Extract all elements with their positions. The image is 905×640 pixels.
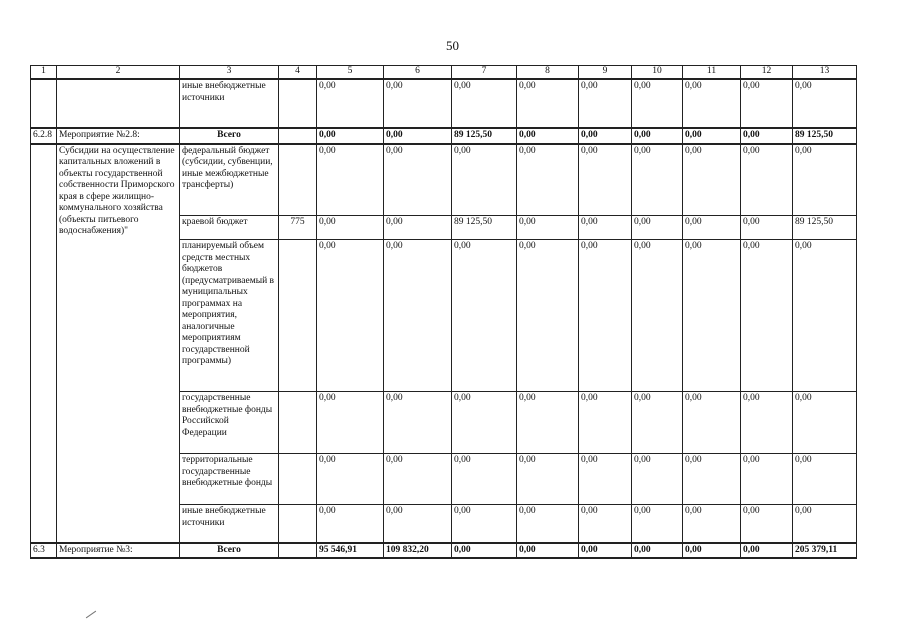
value-cell: 0,00 <box>384 216 452 240</box>
header-cell: 11 <box>683 66 741 80</box>
value-cell: 0,00 <box>579 216 632 240</box>
value-cell: 0,00 <box>579 454 632 505</box>
row-code <box>279 505 317 543</box>
value-cell: 0,00 <box>579 128 632 144</box>
row-source: иные внебюджетные источники <box>180 505 279 543</box>
value-cell: 0,00 <box>452 144 517 216</box>
value-cell: 0,00 <box>579 144 632 216</box>
value-cell: 0,00 <box>384 79 452 128</box>
value-cell: 0,00 <box>741 216 793 240</box>
value-cell: 0,00 <box>632 128 683 144</box>
table-row <box>31 79 857 128</box>
value-cell: 0,00 <box>317 128 384 144</box>
value-cell: 0,00 <box>317 392 384 454</box>
value-cell: 0,00 <box>517 79 579 128</box>
row-code <box>279 454 317 505</box>
header-cell: 4 <box>279 66 317 80</box>
row-code <box>279 128 317 144</box>
value-cell: 0,00 <box>517 144 579 216</box>
value-cell: 0,00 <box>632 216 683 240</box>
value-cell: 0,00 <box>384 454 452 505</box>
row-code <box>279 543 317 559</box>
row-id: 6.3 <box>31 543 57 559</box>
header-cell: 12 <box>741 66 793 80</box>
value-cell: 0,00 <box>579 240 632 392</box>
row-id <box>31 144 57 543</box>
value-cell: 0,00 <box>632 144 683 216</box>
value-cell: 0,00 <box>452 454 517 505</box>
header-cell: 9 <box>579 66 632 80</box>
row-code: 775 <box>279 216 317 240</box>
value-cell: 0,00 <box>741 454 793 505</box>
value-cell: 109 832,20 <box>384 543 452 559</box>
value-cell: 0,00 <box>317 505 384 543</box>
row-id <box>31 79 57 128</box>
table-row-total <box>31 128 857 144</box>
value-cell: 0,00 <box>452 392 517 454</box>
value-cell: 0,00 <box>517 216 579 240</box>
table-row-total <box>31 543 857 559</box>
header-cell: 7 <box>452 66 517 80</box>
value-cell: 0,00 <box>683 240 741 392</box>
value-cell: 0,00 <box>793 505 857 543</box>
value-cell: 0,00 <box>384 128 452 144</box>
value-cell: 0,00 <box>741 240 793 392</box>
value-cell: 0,00 <box>683 79 741 128</box>
row-code <box>279 240 317 392</box>
value-cell: 0,00 <box>793 79 857 128</box>
value-cell: 0,00 <box>452 240 517 392</box>
row-source: Всего <box>180 543 279 559</box>
row-source: территориальные государственные внебюджетные фонды <box>180 454 279 505</box>
row-name: Мероприятие №3: <box>57 543 180 559</box>
value-cell: 0,00 <box>741 392 793 454</box>
header-cell: 2 <box>57 66 180 80</box>
value-cell: 0,00 <box>632 543 683 559</box>
budget-table <box>30 65 857 559</box>
value-cell: 0,00 <box>683 454 741 505</box>
value-cell: 0,00 <box>384 392 452 454</box>
row-id: 6.2.8 <box>31 128 57 144</box>
header-cell: 8 <box>517 66 579 80</box>
value-cell: 0,00 <box>452 505 517 543</box>
value-cell: 0,00 <box>517 240 579 392</box>
value-cell: 0,00 <box>579 392 632 454</box>
header-cell: 5 <box>317 66 384 80</box>
value-cell: 205 379,11 <box>793 543 857 559</box>
value-cell: 0,00 <box>741 543 793 559</box>
scan-artifact <box>86 611 96 619</box>
row-name: Субсидии на осуществление капитальных вложений в объекты государственной собственности Приморского края в сфере жилищно-коммунального хозяйства (объекты питьевого водоснабжения)" <box>57 144 180 543</box>
value-cell: 0,00 <box>579 505 632 543</box>
value-cell: 0,00 <box>683 392 741 454</box>
value-cell: 0,00 <box>793 392 857 454</box>
value-cell: 0,00 <box>741 128 793 144</box>
table-row <box>31 144 857 216</box>
value-cell: 0,00 <box>683 144 741 216</box>
value-cell: 89 125,50 <box>793 216 857 240</box>
value-cell: 89 125,50 <box>793 128 857 144</box>
value-cell: 0,00 <box>384 144 452 216</box>
value-cell: 0,00 <box>632 454 683 505</box>
row-source: иные внебюджетные источники <box>180 79 279 128</box>
header-row <box>31 66 857 80</box>
value-cell: 0,00 <box>317 240 384 392</box>
value-cell: 0,00 <box>317 79 384 128</box>
row-name: Мероприятие №2.8: <box>57 128 180 144</box>
value-cell: 0,00 <box>793 240 857 392</box>
value-cell: 0,00 <box>317 454 384 505</box>
value-cell: 0,00 <box>579 79 632 128</box>
value-cell: 95 546,91 <box>317 543 384 559</box>
row-name <box>57 79 180 128</box>
value-cell: 0,00 <box>452 543 517 559</box>
value-cell: 0,00 <box>517 543 579 559</box>
value-cell: 0,00 <box>517 505 579 543</box>
value-cell: 0,00 <box>384 505 452 543</box>
value-cell: 0,00 <box>793 454 857 505</box>
value-cell: 0,00 <box>683 128 741 144</box>
value-cell: 0,00 <box>741 505 793 543</box>
value-cell: 0,00 <box>632 79 683 128</box>
header-cell: 1 <box>31 66 57 80</box>
page-number: 50 <box>446 38 459 53</box>
value-cell: 0,00 <box>683 505 741 543</box>
value-cell: 89 125,50 <box>452 128 517 144</box>
value-cell: 0,00 <box>741 144 793 216</box>
row-code <box>279 79 317 128</box>
value-cell: 0,00 <box>683 543 741 559</box>
value-cell: 0,00 <box>741 79 793 128</box>
row-source: планируемый объем средств местных бюджетов (предусматриваемый в муниципальных программах на мероприятия, аналогичные мероприятиям государственной программы) <box>180 240 279 392</box>
row-code <box>279 392 317 454</box>
value-cell: 0,00 <box>317 144 384 216</box>
value-cell: 0,00 <box>517 392 579 454</box>
value-cell: 0,00 <box>579 543 632 559</box>
value-cell: 0,00 <box>517 454 579 505</box>
header-cell: 6 <box>384 66 452 80</box>
row-source: федеральный бюджет (субсидии, субвенции, иные межбюджетные трансферты) <box>180 144 279 216</box>
header-cell: 13 <box>793 66 857 80</box>
header-cell: 10 <box>632 66 683 80</box>
value-cell: 0,00 <box>317 216 384 240</box>
value-cell: 0,00 <box>452 79 517 128</box>
row-source: Всего <box>180 128 279 144</box>
value-cell: 0,00 <box>632 505 683 543</box>
row-source: государственные внебюджетные фонды Российской Федерации <box>180 392 279 454</box>
header-cell: 3 <box>180 66 279 80</box>
value-cell: 0,00 <box>632 240 683 392</box>
value-cell: 0,00 <box>632 392 683 454</box>
value-cell: 89 125,50 <box>452 216 517 240</box>
row-code <box>279 144 317 216</box>
value-cell: 0,00 <box>793 144 857 216</box>
value-cell: 0,00 <box>517 128 579 144</box>
value-cell: 0,00 <box>683 216 741 240</box>
value-cell: 0,00 <box>384 240 452 392</box>
row-source: краевой бюджет <box>180 216 279 240</box>
